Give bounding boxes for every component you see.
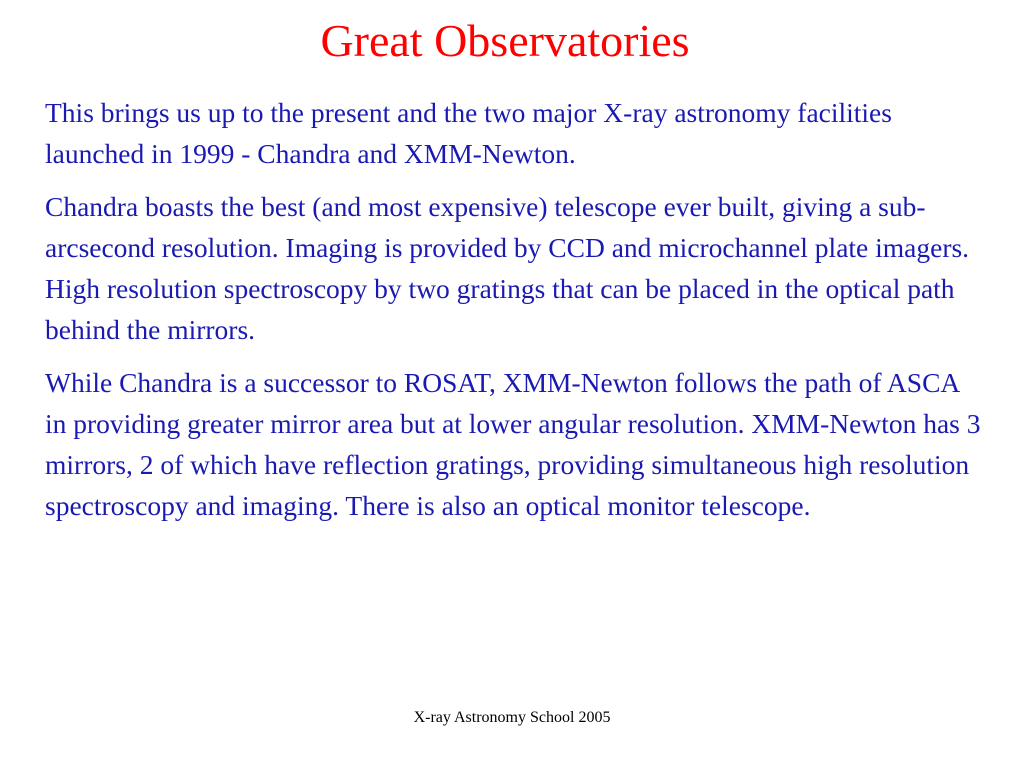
paragraph-xmm-newton: While Chandra is a successor to ROSAT, XMM-Newton follows the path of ASCA in providing greater mirror area but at lower angular resolution. XMM-Newton has 3 mirrors, 2 of which have reflection gratings, providing simultaneous high resolution spectroscopy and imaging. There is also an optical monitor telescope. — [45, 367, 981, 521]
footer-text: X-ray Astronomy School 2005 — [413, 709, 611, 726]
slide-title: Great Observatories — [320, 15, 690, 66]
paragraph-chandra: Chandra boasts the best (and most expensive) telescope ever built, giving a sub-arcsecond resolution. Imaging is provided by CCD and microchannel plate imagers. High resolution spectroscopy by two gratings that can be placed in the optical path behind the mirrors. — [45, 191, 970, 345]
slide-footer — [0, 708, 1024, 728]
slide-body — [45, 92, 985, 538]
paragraph-intro: This brings us up to the present and the two major X-ray astronomy facilities launched in 1999 - Chandra and XMM-Newton. — [45, 97, 892, 169]
